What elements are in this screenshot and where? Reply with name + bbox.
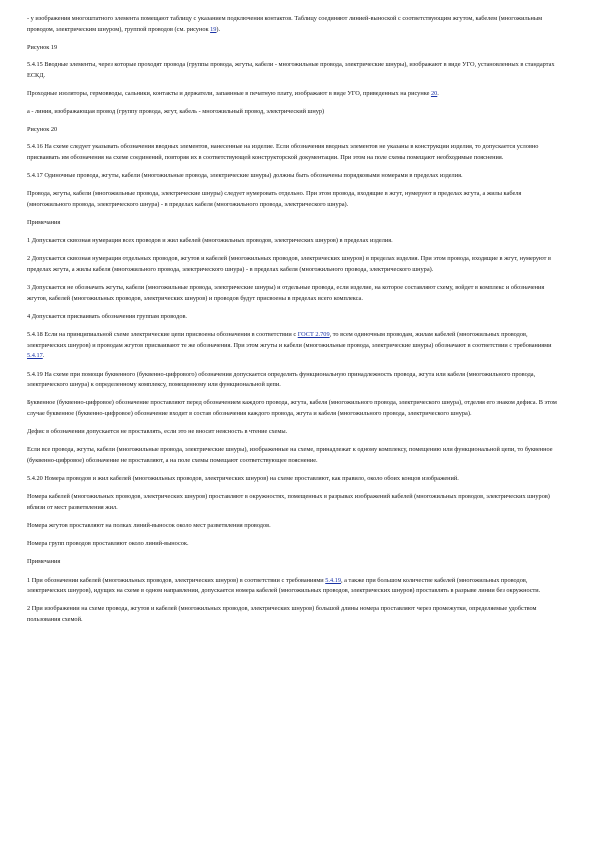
document-page — [27, 14, 565, 633]
paragraph — [27, 445, 565, 466]
reference-link[interactable]: 20 — [430, 89, 438, 97]
paragraph-text: ). — [216, 25, 221, 33]
paragraph — [27, 254, 565, 275]
paragraph — [27, 189, 565, 210]
paragraph-text: Номера групп проводов проставляют около линий-выносок. — [27, 540, 189, 548]
paragraph-text: Примечания — [27, 558, 61, 566]
reference-link[interactable]: 5.4.17 — [27, 352, 43, 360]
paragraph-text: Номера кабелей (многожильных проводов, электрических шнуров) проставляют в окружностях, помещенных в разрывах изображений кабелей (многожильных проводов, электрических шнуров) вблизи от мест разветвления жил. — [27, 493, 550, 511]
reference-link[interactable]: ГОСТ 2.709 — [297, 331, 330, 339]
paragraph — [27, 398, 565, 419]
paragraph — [27, 539, 565, 550]
paragraph — [27, 171, 565, 182]
paragraph-text: Дефис в обозначении допускается не проставлять, если это не вносит неясность в чтение схемы. — [27, 428, 288, 436]
paragraph-text: 5.4.19 На схеме при помощи буквенного (буквенно-цифрового) обозначения допускается определять функциональную принадлежность провода, жгута или кабеля (многожильного провода, электрического шнура) к определенному комплексу, помещенному или функциональной цепи. — [27, 370, 536, 389]
paragraph — [27, 312, 565, 323]
paragraph — [27, 283, 565, 304]
paragraph-text: Рисунок 20 — [27, 126, 58, 134]
figure-caption — [27, 43, 565, 54]
paragraph — [27, 427, 565, 438]
paragraph — [27, 142, 565, 163]
paragraph — [27, 60, 565, 81]
paragraph-text: , а также при большом количестве кабелей (многожильных проводов, электрических шнуров), идущих на схеме в одном направлении, допускается номера кабелей (многожильных проводов, электрических шнуров) проставлять в разрыве линии без окружности. — [27, 576, 541, 595]
paragraph-text: Проходные изоляторы, гермовводы, сальники, контакты и держатели, запаянные в печатную плату, изображают в виде УГО, приведенных на рисунке — [27, 89, 431, 97]
figure-caption — [27, 125, 565, 136]
paragraph-text: 1 При обозначении кабелей (многожильных проводов, электрических шнуров) в соответствии с требованиями — [27, 576, 326, 584]
paragraph-text: 5.4.17 Одиночные провода, жгуты, кабели (многожильные провода, электрические шнуры) должны быть обозначены порядковыми номерами в пределах изделия. — [27, 172, 463, 180]
paragraph-text: . — [42, 352, 45, 360]
paragraph-text: Если все провода, жгуты, кабели (многожильные провода, электрические шнуры), изображенные на схеме, принадлежат к одному комплексу, помещению или функциональной цепи, то буквенное (буквенно-цифровое) обозначение не проставляют, а на поле схемы помещают соответствующее пояснение. — [27, 446, 553, 464]
paragraph-text: а - линия, изображающая провод (группу провода, жгут, кабель - многожильный провод, электрический шнур) — [27, 107, 325, 115]
paragraph — [27, 557, 565, 568]
paragraph — [27, 521, 565, 532]
paragraph-text: - у изображения многоштатного элемента помещают таблицу с указанием подключения контактов. Таблицу соединяют линией-выноской с соответствующим жгутом, кабелем (многожильным проводом, электрическим шнуром), группой проводов (см. рисунок — [27, 15, 543, 33]
paragraph-text: 5.4.15 Вводные элементы, через которые проходят провода (группы провода, жгуты, кабели - многожильные провода, электрические шнуры), изображают в виде УГО, установленных в стандартах ЕСКД. — [27, 60, 555, 79]
paragraph-text: , то всем одиночным проводам, жилам кабелей (многожильных проводов, электрических шнуров) и проводам жгутов присваивают те же обозначения. При этом жгуты и кабели (многожильные провода, электрические шнуры) обозначают в соответствии с требованиями — [27, 331, 552, 349]
paragraph-text: Провода, жгуты, кабели (многожильные провода, электрические шнуры) следует нумеровать отдельно. При этом провода, входящие в жгут, нумеруют в пределах жгута, а жилы кабеля (многожильного провода, электрического шнура) - в пределах кабеля (многожильного провода, электрического шнура). — [27, 190, 522, 208]
reference-link[interactable]: 5.4.19 — [325, 576, 341, 584]
paragraph-text: 2 Допускается сквозная нумерация отдельных проводов, жгутов и кабелей (многожильных проводов, электрических шнуров) в пределах изделия. При этом провода, входящие в жгут, нумеруют в пределах жгута, а жилы кабеля (многожильного провода, электрического шнура) - в пределах кабеля (многожильного провода, электрического шнура). — [27, 255, 551, 274]
paragraph — [27, 107, 565, 118]
paragraph-text: 5.4.20 Номера проводов и жил кабелей (многожильных проводов, электрических шнуров) на схеме проставляют, как правило, около обоих концов изображений. — [27, 475, 459, 483]
paragraph-text: 3 Допускается не обозначать жгуты, кабели (многожильные провода, электрические шнуры) и отдельные провода, если изделие, на которое составляют схему, войдет в комплекс и обозначения жгутов, кабелей (многожильных проводов, электрических шнуров) и проводов будут присвоены в пределах всего комплекса. — [27, 284, 545, 302]
paragraph — [27, 330, 565, 362]
paragraph — [27, 474, 565, 485]
paragraph-text: Примечания — [27, 219, 61, 227]
paragraph — [27, 89, 565, 100]
paragraph-text: 5.4.18 Если на принципиальной схеме электрические цепи присвоены обозначения в соответствии с — [27, 331, 298, 339]
paragraph-text: 1 Допускается сквозная нумерация всех проводов и жил кабелей (многожильных проводов, электрических шнуров) в пределах изделия. — [27, 237, 393, 245]
paragraph-text: . — [437, 89, 439, 97]
paragraph — [27, 218, 565, 229]
reference-link[interactable]: 19 — [210, 25, 217, 33]
paragraph — [27, 14, 565, 35]
paragraph-text: Номера жгутов проставляют на полках линий-выносок около мест разветвления проводов. — [27, 522, 271, 530]
paragraph-text: 4 Допускается присваивать обозначения группам проводов. — [27, 313, 188, 320]
paragraph-text: 5.4.16 На схеме следует указывать обозначения вводных элементов, нанесенные на изделие. Если обозначения вводных элементов не указаны в конструкции изделия, то допускается условно присваивать им обозначения на схеме соединений, повторяя их в соответствующей конструкторской документации. При этом на поле схемы помещают необходимые пояснения. — [27, 143, 539, 161]
paragraph — [27, 370, 565, 391]
paragraph-text: Буквенное (буквенно-цифровое) обозначение проставляют перед обозначением каждого провода, жгута, кабеля (многожильного провода, электрического шнура), отделяя его знаком дефиса. В этом случае буквенное (буквенно-цифровое) обозначение входит в состав обозначения каждого провода, жгута и кабеля (многожильного провода, электрического шнура). — [27, 399, 557, 417]
paragraph-text: 2 При изображении на схеме провода, жгутов и кабелей (многожильных проводов, электрических шнуров) большой длины номера проставляют через промежутки, определяемые удобством пользования схемой. — [27, 605, 537, 623]
paragraph — [27, 604, 565, 625]
paragraph — [27, 576, 565, 597]
paragraph-text: Рисунок 19 — [27, 43, 58, 51]
paragraph — [27, 236, 565, 247]
paragraph — [27, 492, 565, 513]
